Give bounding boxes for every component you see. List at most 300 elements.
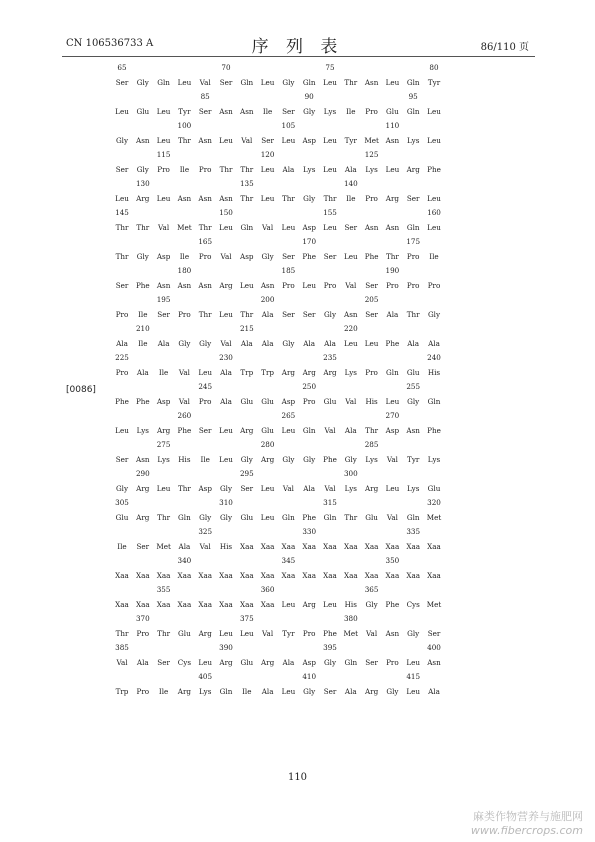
residue: Ser: [261, 135, 274, 145]
residue: Asn: [240, 106, 254, 116]
residue: Ser: [157, 657, 170, 667]
residue: Leu: [364, 338, 379, 348]
sequence-row: [114, 250, 439, 265]
header-rule: [62, 56, 535, 57]
residue: Xaa: [385, 570, 400, 580]
residue: Ala: [116, 338, 128, 348]
residue: Thr: [177, 483, 191, 493]
residue-number: 65: [117, 63, 127, 72]
residue: Thr: [157, 628, 171, 638]
residue: Arg: [156, 425, 171, 435]
residue-number: 265: [281, 411, 296, 420]
page-title: 序 列 表: [251, 37, 344, 57]
sequence-row: [114, 453, 441, 468]
residue: Pro: [406, 280, 420, 290]
residue: Ser: [198, 425, 212, 435]
residue-number: 200: [260, 295, 275, 304]
residue: Leu: [219, 425, 233, 435]
watermark: [471, 808, 583, 837]
residue: Leu: [156, 483, 171, 493]
residue: Leu: [198, 657, 213, 667]
residue: Trp: [115, 686, 129, 696]
residue: Glu: [136, 106, 150, 116]
residue: Glu: [240, 512, 254, 522]
residue: Leu: [385, 396, 400, 406]
residue: Gly: [323, 657, 337, 667]
residue: Arg: [198, 628, 212, 638]
residue: Gly: [303, 454, 316, 464]
sequence-row: [114, 76, 441, 91]
residue: Ser: [115, 280, 129, 290]
sequence-row: [114, 192, 441, 207]
residue: Pro: [302, 628, 316, 638]
residue: Glu: [386, 106, 399, 116]
residue-number: 340: [177, 556, 192, 565]
residue-number: 75: [325, 63, 335, 72]
residue-number: 300: [343, 469, 358, 478]
watermark-line-1: 麻类作物营养与施肥网: [473, 810, 583, 823]
sequence-row: [114, 308, 441, 323]
residue: Leu: [219, 454, 233, 464]
residue: Trp: [240, 367, 254, 377]
residue: Thr: [281, 193, 295, 203]
residue: Tyr: [344, 135, 357, 145]
residue: Xaa: [302, 570, 317, 580]
residue: Phe: [135, 280, 150, 290]
residue-number: 100: [177, 121, 192, 130]
residue: Gly: [115, 135, 129, 145]
residue: Leu: [260, 193, 275, 203]
residue-number: 385: [115, 643, 129, 652]
residue: Val: [178, 367, 190, 377]
residue: Ala: [282, 657, 295, 667]
residue: Xaa: [239, 599, 254, 609]
residue-number: 360: [260, 585, 275, 594]
residue: Thr: [240, 193, 254, 203]
residue: Val: [282, 483, 294, 493]
residue: Pro: [115, 367, 129, 377]
residue: Thr: [115, 628, 129, 638]
residue-number: 325: [198, 527, 213, 536]
residue: Glu: [323, 396, 337, 406]
residue: Gly: [282, 77, 295, 87]
residue: Ser: [240, 483, 254, 493]
residue: Ala: [344, 425, 357, 435]
residue-number: 80: [429, 63, 439, 72]
residue: Thr: [177, 135, 191, 145]
residue: Val: [324, 483, 336, 493]
residue: Leu: [302, 280, 317, 290]
residue: Met: [177, 222, 192, 232]
sequence-row: [114, 293, 434, 308]
sequence-row: [114, 351, 441, 366]
residue-number: 280: [260, 440, 275, 449]
residue: Leu: [219, 135, 233, 145]
residue: Ser: [406, 193, 420, 203]
residue: Gly: [303, 193, 316, 203]
residue: Ile: [242, 686, 252, 696]
residue-number: 105: [281, 121, 296, 130]
residue-number: 190: [385, 266, 400, 275]
residue: Ile: [179, 251, 190, 261]
residue: Leu: [219, 222, 233, 232]
residue-number: 130: [135, 179, 150, 188]
residue: Ile: [117, 541, 127, 551]
residue: Thr: [406, 309, 420, 319]
residue: Thr: [323, 193, 337, 203]
residue: Ser: [219, 77, 233, 87]
sequence-row: [114, 482, 441, 497]
residue: Xaa: [260, 599, 275, 609]
residue: Gln: [406, 512, 420, 522]
sequence-row: [114, 641, 441, 656]
sequence-row: [114, 134, 441, 149]
residue: Ser: [302, 309, 316, 319]
residue-number: 330: [302, 527, 317, 536]
residue-number: 170: [302, 237, 317, 246]
residue: Ile: [429, 251, 439, 261]
residue: Gln: [302, 425, 316, 435]
residue: Val: [220, 251, 232, 261]
residue: His: [427, 367, 441, 377]
residue: Ser: [365, 309, 378, 319]
residue: Gly: [303, 106, 316, 116]
residue-number: 275: [156, 440, 171, 449]
residue: Gln: [406, 222, 420, 232]
residue: Ala: [261, 338, 274, 348]
residue-number: 110: [385, 121, 400, 130]
residue-number: 375: [239, 614, 254, 623]
residue: Arg: [302, 599, 316, 609]
residue: Thr: [344, 512, 358, 522]
residue: Gly: [282, 454, 295, 464]
residue: Xaa: [427, 570, 441, 580]
residue: Ser: [427, 628, 441, 638]
sequence-row: [114, 264, 434, 279]
residue: Xaa: [177, 570, 192, 580]
residue: Val: [345, 396, 357, 406]
residue: Val: [324, 425, 336, 435]
residue: Xaa: [302, 541, 317, 551]
residue: Ile: [158, 686, 169, 696]
residue: Xaa: [115, 570, 129, 580]
residue: Tyr: [178, 106, 191, 116]
residue: Leu: [427, 193, 441, 203]
residue-number: 320: [427, 498, 441, 507]
residue: Lys: [406, 483, 420, 493]
residue: Leu: [343, 338, 358, 348]
residue: Gly: [199, 338, 212, 348]
residue: Arg: [302, 367, 316, 377]
residue: Asn: [385, 135, 400, 145]
residue: Val: [178, 396, 190, 406]
residue: Trp: [261, 367, 275, 377]
residue-number: 310: [219, 498, 233, 507]
residue: Lys: [344, 367, 357, 377]
residue: Gly: [240, 454, 253, 464]
residue: Leu: [115, 106, 129, 116]
residue: Ser: [157, 309, 170, 319]
residue: Pro: [365, 367, 378, 377]
residue: Leu: [156, 135, 171, 145]
residue: Phe: [385, 338, 400, 348]
sequence-row: [114, 467, 434, 482]
residue: Met: [364, 135, 379, 145]
residue: Lys: [427, 454, 441, 464]
residue: Glu: [406, 367, 420, 377]
sequence-row: [114, 90, 434, 105]
residue: Asn: [177, 193, 192, 203]
residue-number: 120: [260, 150, 275, 159]
residue: Leu: [323, 135, 337, 145]
residue: Pro: [282, 280, 295, 290]
residue-number: 250: [302, 382, 317, 391]
residue: Arg: [364, 483, 379, 493]
residue: Phe: [323, 628, 337, 638]
residue: Arg: [364, 686, 379, 696]
residue: Asn: [198, 193, 212, 203]
residue: Asp: [281, 396, 296, 406]
residue: Arg: [406, 164, 420, 174]
residue: Asp: [302, 222, 316, 232]
residue: Thr: [115, 222, 129, 232]
residue: Lys: [198, 686, 212, 696]
residue: Ala: [261, 309, 274, 319]
residue-number: 180: [177, 266, 192, 275]
residue: Val: [345, 280, 357, 290]
residue: Asp: [156, 251, 171, 261]
residue: Leu: [156, 193, 171, 203]
sequence-row: [114, 395, 441, 410]
residue: Ser: [115, 164, 129, 174]
residue: Gln: [282, 512, 295, 522]
residue: Lys: [323, 106, 337, 116]
residue: Asn: [385, 628, 400, 638]
residue: Phe: [364, 251, 379, 261]
residue: Ser: [115, 454, 129, 464]
residue-number: 410: [302, 672, 317, 681]
residue: Leu: [323, 599, 337, 609]
residue: Thr: [240, 164, 254, 174]
residue: Leu: [115, 425, 129, 435]
residue: Ala: [220, 396, 232, 406]
residue: Pro: [157, 164, 170, 174]
residue: Xaa: [260, 570, 275, 580]
residue: Val: [241, 135, 253, 145]
residue: Gln: [302, 77, 316, 87]
residue: Leu: [427, 222, 441, 232]
residue: Asn: [260, 280, 275, 290]
residue: Val: [262, 222, 274, 232]
residue: Gly: [178, 338, 191, 348]
residue: Gly: [365, 599, 378, 609]
residue: His: [178, 454, 191, 464]
residue: Asn: [219, 193, 233, 203]
sequence-row: [114, 279, 441, 294]
residue: Thr: [198, 309, 212, 319]
residue: Xaa: [115, 599, 129, 609]
residue: Ala: [344, 686, 357, 696]
residue: Gly: [136, 164, 149, 174]
residue: Asn: [344, 309, 358, 319]
residue: Phe: [302, 512, 317, 522]
residue: Val: [366, 628, 378, 638]
residue: Pro: [386, 657, 399, 667]
residue-number: 395: [323, 643, 337, 652]
residue: Ala: [178, 541, 191, 551]
residue: Phe: [323, 454, 337, 464]
residue-number: 150: [219, 208, 233, 217]
residue: Val: [386, 454, 398, 464]
residue: Leu: [177, 77, 192, 87]
residue: Glu: [115, 512, 129, 522]
residue: Gly: [199, 512, 212, 522]
residue: Cys: [406, 599, 420, 609]
residue: Ala: [428, 338, 440, 348]
residue: Ala: [386, 309, 399, 319]
residue: Thr: [240, 309, 254, 319]
residue-number: 405: [198, 672, 213, 681]
residue: Met: [426, 599, 442, 609]
residue: Xaa: [343, 570, 358, 580]
residue: Gln: [323, 512, 337, 522]
residue: Leu: [260, 483, 275, 493]
residue: Gln: [406, 77, 420, 87]
sequence-row: [114, 525, 434, 540]
residue: Gln: [386, 367, 399, 377]
residue: Pro: [365, 193, 378, 203]
residue: Xaa: [281, 541, 296, 551]
residue-number: 285: [364, 440, 379, 449]
residue: Tyr: [427, 77, 441, 87]
residue-number: 245: [198, 382, 213, 391]
residue: Leu: [281, 425, 296, 435]
residue: Cys: [177, 657, 192, 667]
residue: Ile: [179, 164, 190, 174]
residue: Glu: [261, 425, 274, 435]
residue: Arg: [136, 483, 150, 493]
residue: Leu: [406, 657, 421, 667]
residue-number: 155: [323, 208, 337, 217]
residue: Ser: [323, 686, 337, 696]
residue: Leu: [260, 164, 275, 174]
sequence-row: [114, 685, 440, 700]
residue: Asn: [177, 280, 192, 290]
residue-number: 315: [323, 498, 337, 507]
residue: Arg: [260, 657, 275, 667]
residue: Tyr: [407, 454, 420, 464]
residue: Ser: [323, 251, 337, 261]
residue: Ser: [198, 106, 212, 116]
sequence-row: [114, 235, 434, 250]
residue: Leu: [406, 686, 421, 696]
sequence-row: [114, 322, 434, 337]
sequence-row: [114, 163, 441, 178]
residue: Xaa: [323, 570, 337, 580]
residue-number: 145: [115, 208, 129, 217]
residue: Met: [426, 512, 442, 522]
residue-number: 345: [281, 556, 296, 565]
residue: Thr: [219, 164, 233, 174]
residue-number: 355: [156, 585, 171, 594]
residue: Gln: [427, 396, 441, 406]
residue: Pro: [406, 251, 420, 261]
residue: Arg: [385, 193, 399, 203]
residue: Ala: [344, 164, 357, 174]
residue-number: 350: [385, 556, 400, 565]
sequence-row: [114, 61, 439, 76]
residue: Ser: [282, 106, 295, 116]
residue-number: 195: [156, 295, 171, 304]
residue: Arg: [219, 280, 233, 290]
residue: Val: [158, 222, 170, 232]
residue: Thr: [115, 251, 129, 261]
residue: Ser: [365, 657, 378, 667]
sequence-row: [114, 612, 434, 627]
sequence-row: [114, 105, 441, 120]
residue: Gly: [115, 483, 129, 493]
sequence-row: [114, 409, 434, 424]
residue: Asn: [198, 280, 212, 290]
residue: Leu: [343, 251, 358, 261]
residue: Ala: [261, 686, 274, 696]
residue: Arg: [136, 512, 150, 522]
residue: Ile: [158, 367, 169, 377]
residue: Asn: [156, 280, 171, 290]
residue-number: 185: [281, 266, 296, 275]
residue: Asn: [427, 657, 441, 667]
residue: Asn: [406, 425, 420, 435]
residue: Ala: [303, 338, 316, 348]
residue: Leu: [156, 106, 171, 116]
residue: Gln: [406, 106, 420, 116]
residue: Leu: [281, 135, 296, 145]
residue-number: 400: [427, 643, 441, 652]
residue: Xaa: [323, 541, 337, 551]
sequence-listing: [114, 61, 442, 699]
residue: Arg: [260, 454, 275, 464]
residue: Pro: [136, 628, 150, 638]
residue: Pro: [115, 309, 129, 319]
page-number: 110: [287, 772, 308, 783]
residue: Val: [262, 628, 274, 638]
residue: Arg: [177, 686, 191, 696]
sequence-row: [114, 177, 434, 192]
residue-number: 370: [135, 614, 150, 623]
residue: Xaa: [156, 570, 171, 580]
residue: Ile: [200, 454, 210, 464]
residue-number: 225: [115, 353, 129, 362]
residue: Phe: [135, 396, 150, 406]
residue: Gln: [240, 222, 254, 232]
residue: Tyr: [282, 628, 295, 638]
residue: Val: [386, 512, 398, 522]
sequence-row: [114, 598, 442, 613]
residue: Ala: [136, 657, 149, 667]
sequence-row: [114, 583, 434, 598]
sequence-row: [114, 337, 440, 352]
residue: Glu: [240, 657, 254, 667]
residue-number: 125: [364, 150, 379, 159]
residue-number: 290: [135, 469, 150, 478]
residue: Asp: [198, 483, 212, 493]
residue-number: 70: [221, 63, 231, 72]
residue: Xaa: [343, 541, 358, 551]
residue: Leu: [198, 367, 213, 377]
residue: His: [219, 541, 233, 551]
residue-number: 305: [115, 498, 129, 507]
residue: Arg: [240, 425, 254, 435]
